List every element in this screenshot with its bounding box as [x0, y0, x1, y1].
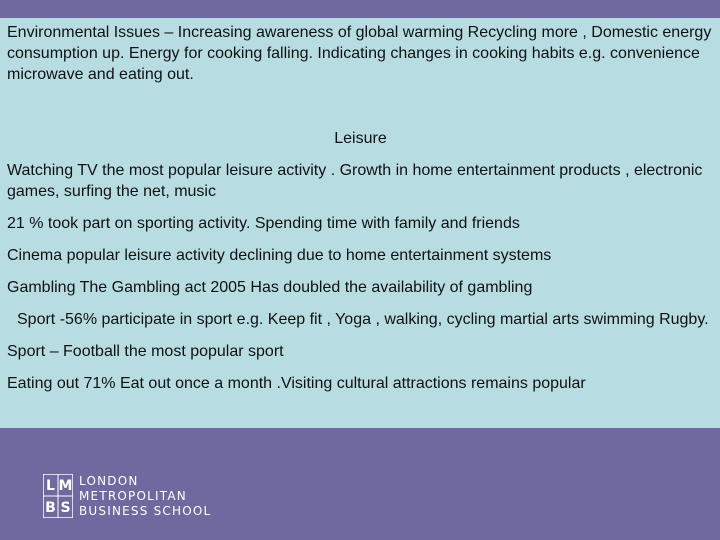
logo-line-london: LONDON [79, 473, 139, 488]
logo-wordmark [79, 474, 211, 519]
logo-mark-letter: M [58, 478, 73, 494]
section-heading: Leisure [334, 130, 387, 147]
lmbs-logo-mark [43, 474, 73, 518]
slide-content [0, 18, 720, 428]
paragraph-football: Sport – Football the most popular sport [7, 343, 284, 360]
paragraph-tv: Watching TV the most popular leisure activity . Growth in home entertainment products , electronic games, surfing the net, music [7, 162, 703, 200]
paragraph-eating-out: Eating out 71% Eat out once a month .Visiting cultural attractions remains popular [7, 375, 586, 392]
logo-mark-letter: L [46, 478, 55, 494]
paragraph-sporting-activity: 21 % took part on sporting activity. Spending time with family and friends [7, 215, 520, 232]
intro-paragraph: Environmental Issues – Increasing awareness of global warming Recycling more , Domestic energy consumption up. Energy for cooking falling. Indicating changes in cooking habits e.g. convenience microwave and eating out. [7, 24, 712, 83]
logo-mark-letter: B [45, 500, 56, 516]
logo-line-business-school: BUSINESS SCHOOL [79, 503, 212, 518]
logo-mark-letter: S [60, 500, 71, 516]
paragraph-cinema: Cinema popular leisure activity declining due to home entertainment systems [7, 247, 552, 264]
logo-line-metropolitan: METROPOLITAN [79, 488, 187, 503]
paragraph-gambling: Gambling The Gambling act 2005 Has doubled the availability of gambling [7, 279, 533, 296]
paragraph-sport: Sport -56% participate in sport e.g. Keep fit , Yoga , walking, cycling martial arts swimming Rugby. [17, 311, 709, 328]
top-strip [0, 0, 720, 18]
lmbs-logo [43, 473, 211, 519]
